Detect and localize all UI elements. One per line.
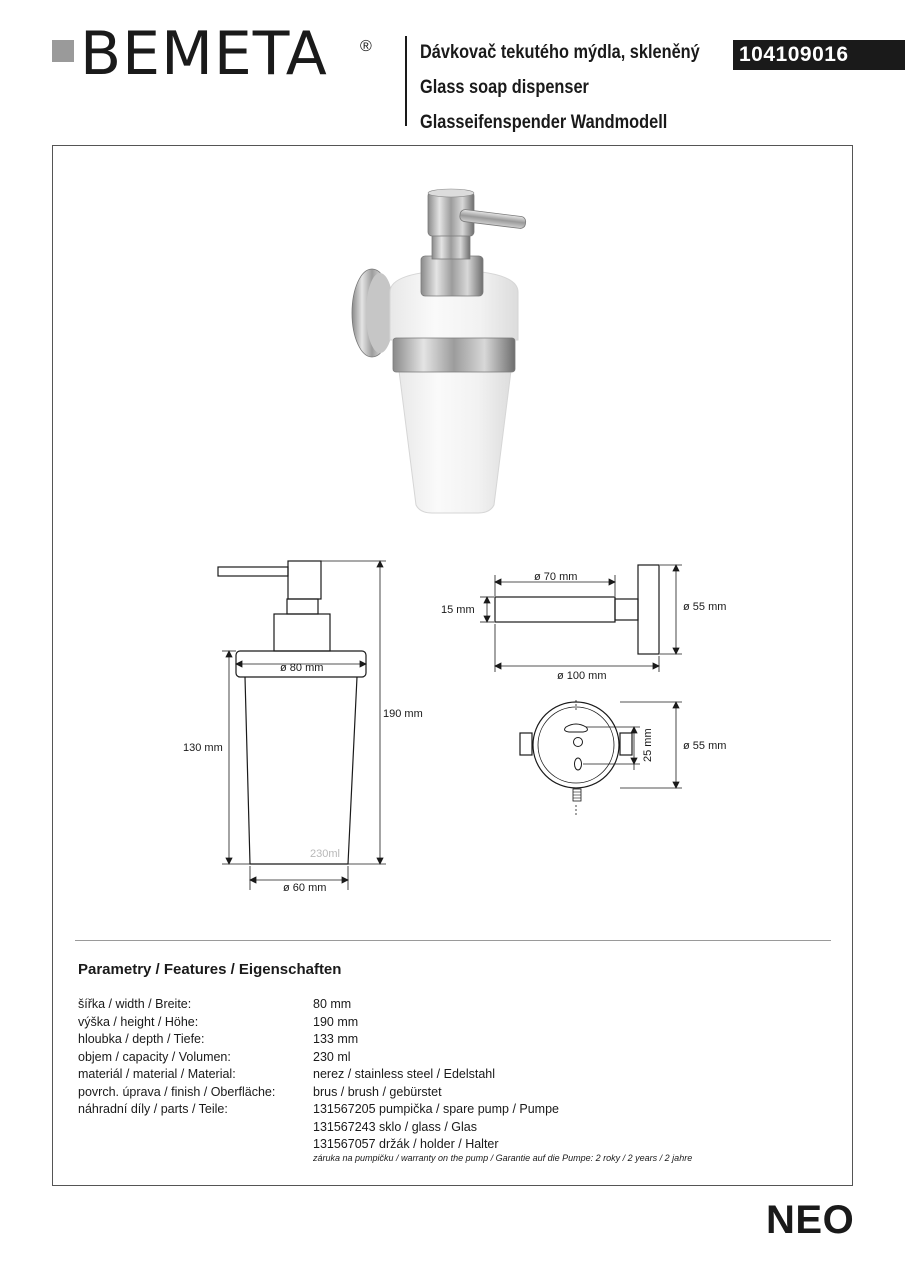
mount-dimension-lines	[576, 700, 682, 815]
capacity-mark: 230ml	[310, 848, 340, 860]
brand-logo: BEMETA	[80, 19, 328, 89]
product-code-badge: 104109016	[733, 40, 905, 70]
spec-value: 133 mm	[313, 1032, 359, 1046]
spec-value: 131567243 sklo / glass / Glas	[313, 1119, 477, 1134]
dim-glass-height: 130 mm	[183, 742, 223, 754]
mount-view-drawing	[520, 702, 632, 801]
warranty-note: záruka na pumpičku / warranty on the pump / Garantie auf die Pumpe: 2 roky / 2 years / 2 jahre	[313, 1153, 693, 1163]
title-en: Glass soap dispenser	[420, 77, 589, 98]
spec-value: 131567205 pumpička / spare pump / Pumpe	[313, 1102, 559, 1116]
registered-mark: ®	[360, 38, 372, 55]
series-name: NEO	[766, 1198, 855, 1242]
dim-side-depth: ø 100 mm	[557, 670, 607, 682]
title-de: Glasseifenspender Wandmodell	[420, 112, 668, 133]
side-dimension-lines	[480, 565, 682, 672]
spec-value: 131567057 držák / holder / Halter	[313, 1137, 499, 1151]
dim-width-top: ø 80 mm	[280, 662, 324, 674]
spec-value: nerez / stainless steel / Edelstahl	[313, 1067, 496, 1081]
dim-side-thickness: 15 mm	[441, 604, 475, 616]
dim-side-diameter: ø 70 mm	[534, 571, 578, 583]
spec-label: šířka / width / Breite:	[78, 997, 192, 1011]
spec-value: brus / brush / gebürstet	[313, 1084, 442, 1099]
dim-mount-rosette: ø 55 mm	[683, 740, 727, 752]
spec-label: výška / height / Höhe:	[78, 1014, 199, 1029]
dim-hole-spacing: 25 mm	[642, 728, 654, 762]
dim-width-bottom: ø 60 mm	[283, 882, 327, 894]
spec-label: objem / capacity / Volumen:	[78, 1049, 231, 1064]
spec-label: materiál / material / Material:	[78, 1067, 236, 1081]
section-divider	[75, 940, 831, 941]
product-photo	[352, 189, 526, 513]
front-view-drawing	[218, 561, 366, 864]
features-title: Parametry / Features / Eigenschaften	[78, 961, 342, 978]
spec-value: 230 ml	[313, 1049, 351, 1064]
dim-side-rosette: ø 55 mm	[683, 601, 727, 613]
spec-label: hloubka / depth / Tiefe:	[78, 1032, 205, 1046]
dim-total-height: 190 mm	[383, 708, 423, 720]
title-cz: Dávkovač tekutého mýdla, skleněný	[420, 42, 700, 63]
spec-value: 190 mm	[313, 1014, 359, 1029]
spec-label: povrch. úprava / finish / Oberfläche:	[78, 1084, 276, 1099]
spec-label: náhradní díly / parts / Teile:	[78, 1102, 228, 1116]
spec-value: 80 mm	[313, 997, 352, 1011]
